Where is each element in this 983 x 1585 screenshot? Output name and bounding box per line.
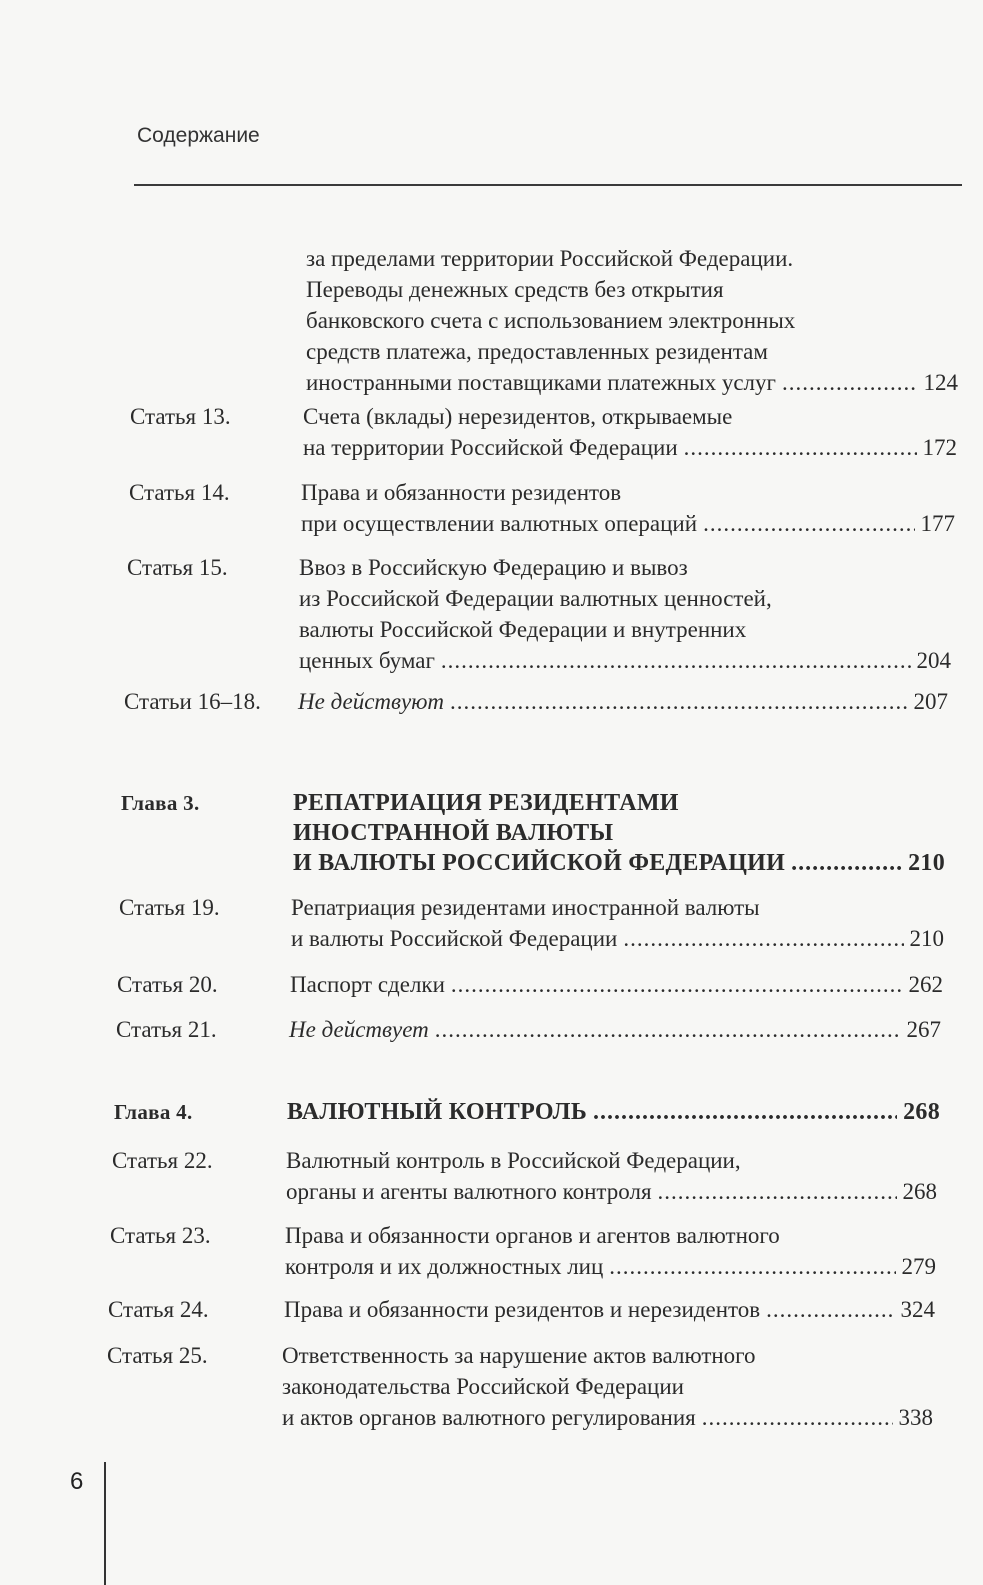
- dot-leader: [684, 432, 917, 463]
- toc-entry-title: [293, 788, 945, 878]
- toc-page-number: 172: [922, 435, 957, 460]
- toc-page-number: 204: [916, 648, 951, 673]
- toc-entry-title-line: ВАЛЮТНЫЙ КОНТРОЛЬ: [287, 1099, 588, 1125]
- toc-page-number: 279: [901, 1254, 936, 1279]
- dot-leader: [782, 367, 918, 398]
- toc-entry-label: Статья 14.: [129, 480, 230, 505]
- toc-entry: [112, 1145, 937, 1207]
- toc-entry: [110, 1220, 936, 1282]
- dot-leader: [658, 1176, 897, 1207]
- toc-entry-title-line: и актов органов валютного регулирования: [282, 1405, 696, 1430]
- toc-page-number: 267: [906, 1017, 941, 1042]
- toc-entry-title: [284, 1294, 935, 1325]
- toc-page-number: 268: [902, 1179, 937, 1204]
- toc-entry-label: Статья 20.: [117, 972, 218, 997]
- toc-entry-label: Статья 24.: [108, 1297, 209, 1322]
- toc-entry: [117, 969, 943, 1000]
- toc-entry-label: Статьи 16–18.: [124, 689, 261, 714]
- page-number: 6: [70, 1468, 84, 1495]
- toc-entry-title: [289, 1014, 941, 1045]
- toc-entry-title-line: законодательства Российской Федерации: [282, 1374, 684, 1399]
- header-divider: [134, 184, 962, 186]
- dot-leader: [609, 1251, 895, 1282]
- toc-entry-title-line: Не действуют: [298, 689, 445, 714]
- toc-entry-title-line: Ответственность за нарушение актов валютного: [282, 1343, 756, 1368]
- toc-entry-title: [290, 969, 943, 1000]
- toc-entry-title-line: из Российской Федерации валютных ценностей,: [299, 586, 772, 611]
- toc-entry-title-line: Права и обязанности резидентов и нерезидентов: [284, 1297, 761, 1322]
- toc-page-number: 177: [920, 511, 955, 536]
- toc-page-number: 207: [913, 689, 948, 714]
- toc-page-number: 268: [903, 1099, 940, 1125]
- toc-entry-title-line: валюты Российской Федерации и внутренних: [299, 617, 747, 642]
- toc-entry-title-line: Валютный контроль в Российской Федерации,: [286, 1148, 741, 1173]
- toc-entry-title: [298, 686, 948, 717]
- dot-leader: [435, 1014, 901, 1045]
- toc-entry-label: Статья 23.: [110, 1223, 211, 1248]
- toc-entry-title-line: Не действует: [289, 1017, 429, 1042]
- toc-entry-title: [299, 552, 951, 676]
- toc-entry-title-line: ценных бумаг: [299, 648, 435, 673]
- toc-page-number: 210: [909, 926, 944, 951]
- toc-entry-title-line: на территории Российской Федерации: [303, 435, 678, 460]
- toc-entry-title: [306, 243, 958, 398]
- toc-entry-title: [286, 1145, 937, 1207]
- toc-entry-label: Глава 4.: [114, 1100, 193, 1124]
- toc-entry-title-line: иностранными поставщиками платежных услуг: [306, 370, 776, 395]
- toc-page-number: 124: [923, 370, 958, 395]
- dot-leader: [791, 848, 902, 878]
- toc-entry: [124, 686, 948, 717]
- toc-entry-title-line: и валюты Российской Федерации: [291, 926, 618, 951]
- toc-entry-label: Статья 19.: [119, 895, 220, 920]
- toc-entry: [116, 1014, 941, 1045]
- toc-entry-title-line: И ВАЛЮТЫ РОССИЙСКОЙ ФЕДЕРАЦИИ: [293, 850, 786, 876]
- dot-leader: [703, 508, 914, 539]
- toc-entry: [130, 243, 958, 398]
- toc-entry: [107, 1340, 933, 1433]
- running-header-title: Содержание: [137, 124, 260, 147]
- toc-entry-title: [285, 1220, 936, 1282]
- page-number-divider: [104, 1462, 106, 1585]
- toc-entry: [130, 401, 957, 463]
- toc-chapter-entry: [121, 788, 945, 881]
- toc-entry-title-line: Права и обязанности резидентов: [301, 480, 622, 505]
- toc-entry-label: Глава 3.: [121, 791, 200, 815]
- toc-entry-title-line: контроля и их должностных лиц: [285, 1254, 604, 1279]
- toc-entry-label: Статья 13.: [130, 404, 231, 429]
- toc-entry-title-line: Переводы денежных средств без открытия: [306, 277, 724, 302]
- dot-leader: [766, 1294, 894, 1325]
- toc-entry: [127, 552, 951, 676]
- toc-entry: [108, 1294, 935, 1325]
- toc-entry-label: Статья 21.: [116, 1017, 217, 1042]
- toc-page-number: 210: [908, 850, 945, 876]
- toc-entry-title-line: ИНОСТРАННОЙ ВАЛЮТЫ: [293, 820, 614, 846]
- toc-entry-title-line: банковского счета с использованием электронных: [306, 308, 796, 333]
- toc-entry-title: [301, 477, 955, 539]
- toc-entry-title-line: Паспорт сделки: [290, 972, 445, 997]
- toc-entry-title-line: за пределами территории Российской Федерации.: [306, 246, 794, 271]
- toc-entry-title-line: Счета (вклады) нерезидентов, открываемые: [303, 404, 733, 429]
- toc-entry-title: [282, 1340, 933, 1433]
- toc-page-number: 338: [898, 1405, 933, 1430]
- dot-leader: [451, 969, 903, 1000]
- toc-entry-title-line: органы и агенты валютного контроля: [286, 1179, 652, 1204]
- toc-entry: [119, 892, 944, 954]
- toc-entry-title-line: Репатриация резидентами иностранной валюты: [291, 895, 760, 920]
- toc-entry-title-line: РЕПАТРИАЦИЯ РЕЗИДЕНТАМИ: [293, 790, 679, 816]
- dot-leader: [702, 1402, 893, 1433]
- toc-entry-title-line: при осуществлении валютных операций: [301, 511, 698, 536]
- toc-page-number: 262: [908, 972, 943, 997]
- toc-entry-label: Статья 22.: [112, 1148, 213, 1173]
- toc-chapter-entry: [114, 1097, 940, 1128]
- toc-entry: [129, 477, 955, 539]
- toc-entry-label: Статья 25.: [107, 1343, 208, 1368]
- toc-page-number: 324: [900, 1297, 935, 1322]
- toc-entry-title: [291, 892, 944, 954]
- toc-entry-title: [287, 1097, 940, 1127]
- toc-entry-title-line: Права и обязанности органов и агентов валютного: [285, 1223, 780, 1248]
- toc-entry-label: Статья 15.: [127, 555, 228, 580]
- toc-entry-title: [303, 401, 957, 463]
- dot-leader: [593, 1097, 897, 1127]
- dot-leader: [450, 686, 907, 717]
- dot-leader: [441, 645, 911, 676]
- dot-leader: [623, 923, 903, 954]
- toc-entry-title-line: Ввоз в Российскую Федерацию и вывоз: [299, 555, 688, 580]
- toc-entry-title-line: средств платежа, предоставленных резидентам: [306, 339, 768, 364]
